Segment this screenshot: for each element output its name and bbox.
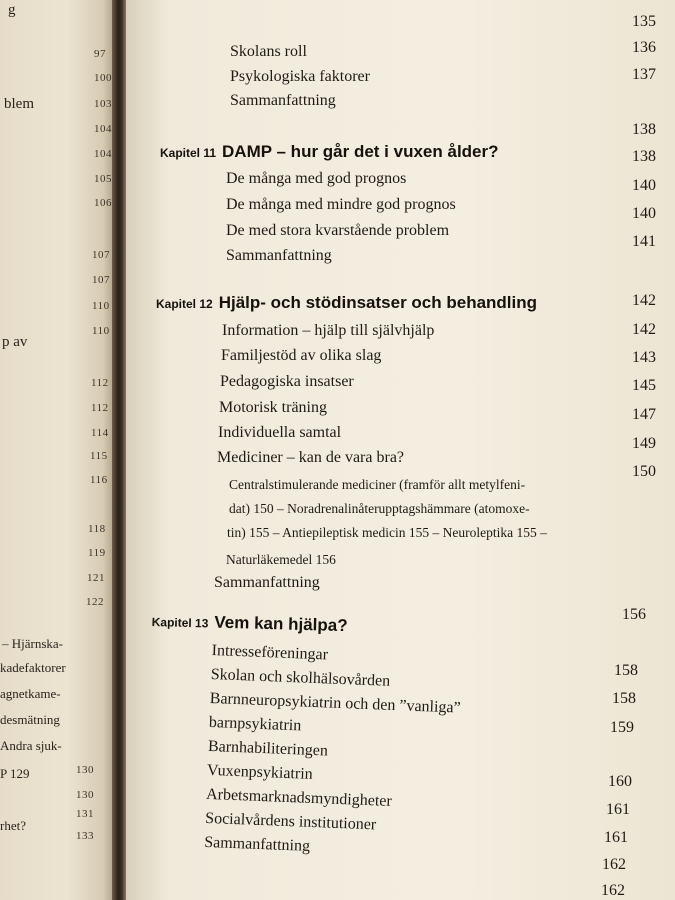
toc-subentry: Centralstimulerande mediciner (framför allt metylfeni- [229,477,526,492]
left-page-number: 133 [76,830,94,842]
toc-entry: Skolans roll [230,43,307,60]
page-number: 135 [632,13,656,30]
toc-entry-page: 160 [608,773,632,790]
left-page-number: 122 [86,596,104,608]
left-fragment: blem [4,96,34,112]
toc-entry: Skolan och skolhälsovården [210,665,391,690]
toc-entry: Vuxenpsykiatrin [206,761,314,783]
toc-entry-page: 161 [604,829,628,846]
toc-entry-page: 142 [632,292,656,309]
toc-entry-page: 140 [632,205,656,222]
left-page-number: 107 [92,249,110,261]
toc-entry-page: 145 [632,377,656,394]
toc-entry: Arbetsmarknadsmyndigheter [205,785,393,811]
left-page-number: 130 [76,764,94,776]
toc-entry: Psykologiska faktorer [230,68,370,85]
toc-entry: Individuella samtal [218,424,342,441]
left-page-number: 110 [92,325,110,337]
left-fragment: kadefaktorer [0,660,66,675]
left-page-number: 103 [94,98,112,110]
left-fragment: agnetkame- [0,686,61,701]
toc-entry-page: 150 [632,463,656,480]
toc-entry: Sammanfattning [226,247,332,264]
left-fragment: rhet? [0,818,26,833]
toc-entry: Sammanfattning [203,833,311,855]
chapter-label: Kapitel 11 [160,146,217,160]
chapter-heading [160,142,499,162]
toc-entry: barnpsykiatrin [208,713,302,735]
chapter-heading [151,611,347,636]
left-page-number: 97 [94,48,106,60]
toc-entry: Motorisk träning [219,399,327,416]
toc-entry-page: 149 [632,435,656,452]
chapter-heading [156,293,537,313]
toc-entry: De många med mindre god prognos [226,196,456,213]
toc-entry-page: 162 [601,882,625,899]
toc-entry: Sammanfattning [230,92,336,109]
chapter-page: 142 [632,321,656,338]
chapter-label: Kapitel 12 [156,297,213,311]
toc-entry-page: 162 [602,856,626,873]
left-page-number: 118 [88,523,106,535]
left-page-number: 119 [88,547,106,559]
left-page-number: 100 [94,72,112,84]
toc-entry: Mediciner – kan de vara bra? [217,449,405,466]
chapter-title: Vem kan hjälpa? [214,612,348,636]
left-page-number: 112 [91,402,109,414]
left-page-number: 104 [94,123,112,135]
left-page-number: 110 [92,300,110,312]
left-page-number: 131 [76,808,94,820]
left-fragment: g [8,2,16,18]
toc-entry-page: 137 [632,66,656,83]
toc-entry-page: 143 [632,349,656,366]
chapter-page: 158 [614,662,638,679]
toc-entry-page: 138 [632,121,656,138]
left-page-number: 106 [94,197,112,209]
toc-subentry: tin) 155 – Antiepileptisk medicin 155 – Neuroleptika 155 – [227,525,547,540]
left-page-number: 107 [92,274,110,286]
left-page-number: 104 [94,148,112,160]
toc-subentry: Naturläkemedel 156 [226,552,336,567]
toc-entry: Barnhabiliteringen [207,737,329,760]
left-fragment: P 129 [0,766,30,781]
toc-entry-page: 136 [632,39,656,56]
left-fragment: p av [2,334,28,350]
left-page-number: 121 [87,572,105,584]
book-gutter [112,0,126,900]
left-page-number: 130 [76,789,94,801]
left-page-number: 112 [91,377,109,389]
toc-entry: Pedagogiska insatser [220,373,354,390]
toc-subentry: dat) 150 – Noradrenalinåterupptagshämmare (atomoxe- [229,501,530,516]
left-page-number: 116 [90,474,108,486]
left-fragment: desmätning [0,712,60,727]
left-page-number: 114 [91,427,109,439]
chapter-page: 138 [632,148,656,165]
chapter13-entries [204,642,463,867]
toc-page [126,0,675,900]
toc-entry-page: 141 [632,233,656,250]
left-page-number: 105 [94,173,112,185]
chapter-title: DAMP – hur går det i vuxen ålder? [222,142,499,161]
toc-entry: De med stora kvarstående problem [226,222,450,239]
chapter-label: Kapitel 13 [151,614,209,631]
toc-entry-page: 161 [606,801,630,818]
left-fragment: – Hjärnska- [2,636,64,651]
left-fragment: Andra sjuk- [0,738,62,753]
toc-entry: Intresseföreningar [211,642,329,664]
toc-entry-page: 140 [632,177,656,194]
toc-entry: Familjestöd av olika slag [221,347,382,364]
left-page [0,0,112,900]
toc-entry: Socialvårdens institutioner [204,809,377,834]
toc-entry: Barnneuropsykiatrin och den ”vanliga” [209,689,462,717]
toc-entry: Information – hjälp till självhjälp [222,322,435,339]
left-page-number: 115 [90,450,108,462]
toc-entry: Sammanfattning [214,574,320,591]
toc-entry-page: 159 [610,719,634,736]
toc-entry-page: 147 [632,406,656,423]
toc-entry-page: 158 [612,690,636,707]
chapter-title: Hjälp- och stödinsatser och behandling [218,293,538,312]
toc-entry: De många med god prognos [226,170,407,187]
toc-entry-page: 156 [622,606,646,623]
